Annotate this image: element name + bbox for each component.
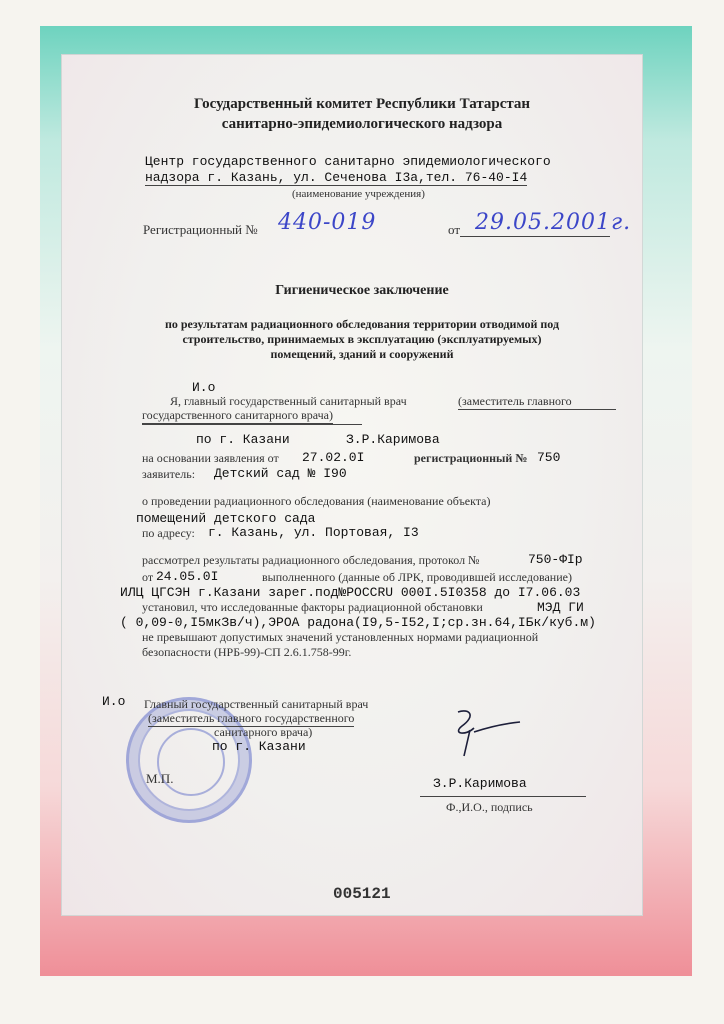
- basis-date: 27.02.0I: [302, 450, 365, 465]
- subtitle-line-1: по результатам радиационного обследования территории отводимой под: [164, 317, 560, 331]
- conclusion-line-1: не превышают допустимых значений установленных нормами радиационной: [142, 630, 539, 644]
- signature-city: по г. Казани: [212, 739, 306, 754]
- signature-role-3: санитарного врача): [214, 725, 313, 739]
- stamp-label: М.П.: [146, 771, 174, 786]
- object-value: помещений детского сада: [136, 511, 316, 526]
- doctor-city: по г. Казани: [196, 432, 290, 447]
- signature-name: З.Р.Каримова: [433, 776, 527, 791]
- institution-caption: (наименование учреждения): [292, 188, 425, 200]
- document-title: Гигиеническое заключение: [275, 283, 449, 298]
- signature-caption: Ф.,И.О., подпись: [446, 800, 533, 814]
- registration-label: Регистрационный №: [143, 222, 258, 237]
- doctor-name: З.Р.Каримова: [346, 432, 440, 447]
- institution-line-2: надзора г. Казань, ул. Сеченова I3a,тел. 76-40-I4: [145, 170, 528, 185]
- protocol-label: рассмотрел результаты радиационного обследования, протокол №: [142, 553, 480, 567]
- lab-info: ИЛЦ ЦГСЭН г.Казани зарег.под№РОССRU 000I.5I0358 до I7.06.03: [120, 585, 581, 600]
- io-prefix-1: И.о: [192, 380, 216, 395]
- reg-label: регистрационный №: [414, 451, 528, 465]
- object-label: о проведении радиационного обследования (наименование объекта): [142, 494, 491, 508]
- authority-line-1: Государственный комитет Республики Татарстан: [193, 96, 531, 112]
- basis-label: на основании заявления от: [142, 451, 279, 465]
- signature-role-2: (заместитель главного государственного: [148, 711, 355, 725]
- registration-number: 440-019: [278, 210, 377, 235]
- performed-label: выполненного (данные об ЛРК, проводившей исследование): [262, 570, 572, 584]
- doctor-paren-1: (заместитель главного: [458, 394, 616, 410]
- io-prefix-2: И.о: [102, 694, 126, 709]
- institution-line-1: Центр государственного санитарно эпидемиологического: [145, 154, 551, 169]
- handwritten-signature: [440, 704, 530, 760]
- registration-date-label: от: [448, 222, 461, 237]
- signature-role-1: Главный государственный санитарный врач: [144, 697, 369, 711]
- protocol-date: 24.05.0I: [156, 569, 219, 584]
- subtitle-line-2: строительство, принимаемых в эксплуатацию (эксплуатируемых): [182, 332, 542, 346]
- doctor-paren-2: государственного санитарного врача): [142, 408, 333, 422]
- protocol-number: 750-ФIр: [528, 552, 583, 567]
- protocol-date-label: от: [142, 570, 154, 584]
- registration-date-line: [460, 236, 610, 237]
- doctor-underline: [142, 424, 362, 425]
- factors-head: МЭД ГИ: [537, 600, 584, 615]
- applicant-value: Детский сад № I90: [214, 466, 347, 481]
- conclusion-line-2: безопасности (НРБ-99)-СП 2.6.1.758-99г.: [142, 645, 352, 659]
- applicant-label: заявитель:: [142, 467, 196, 481]
- reg-number: 750: [537, 450, 561, 465]
- serial-number: 005121: [333, 885, 391, 903]
- signature-line: [420, 796, 586, 797]
- address-label: по адресу:: [142, 526, 195, 540]
- registration-date: 29.05.2001г.: [475, 210, 632, 235]
- doctor-intro: Я, главный государственный санитарный врач: [170, 394, 407, 408]
- established-label: установил, что исследованные факторы радиационной обстановки: [142, 600, 483, 614]
- measurements: ( 0,09-0,I5мкЗв/ч),ЭРОА радона(I9,5-I52,I;ср.зн.64,IБк/куб.м): [120, 615, 596, 630]
- authority-line-2: санитарно-эпидемиологического надзора: [221, 116, 503, 132]
- subtitle-line-3: помещений, зданий и сооружений: [270, 347, 454, 361]
- address-value: г. Казань, ул. Портовая, I3: [208, 525, 419, 540]
